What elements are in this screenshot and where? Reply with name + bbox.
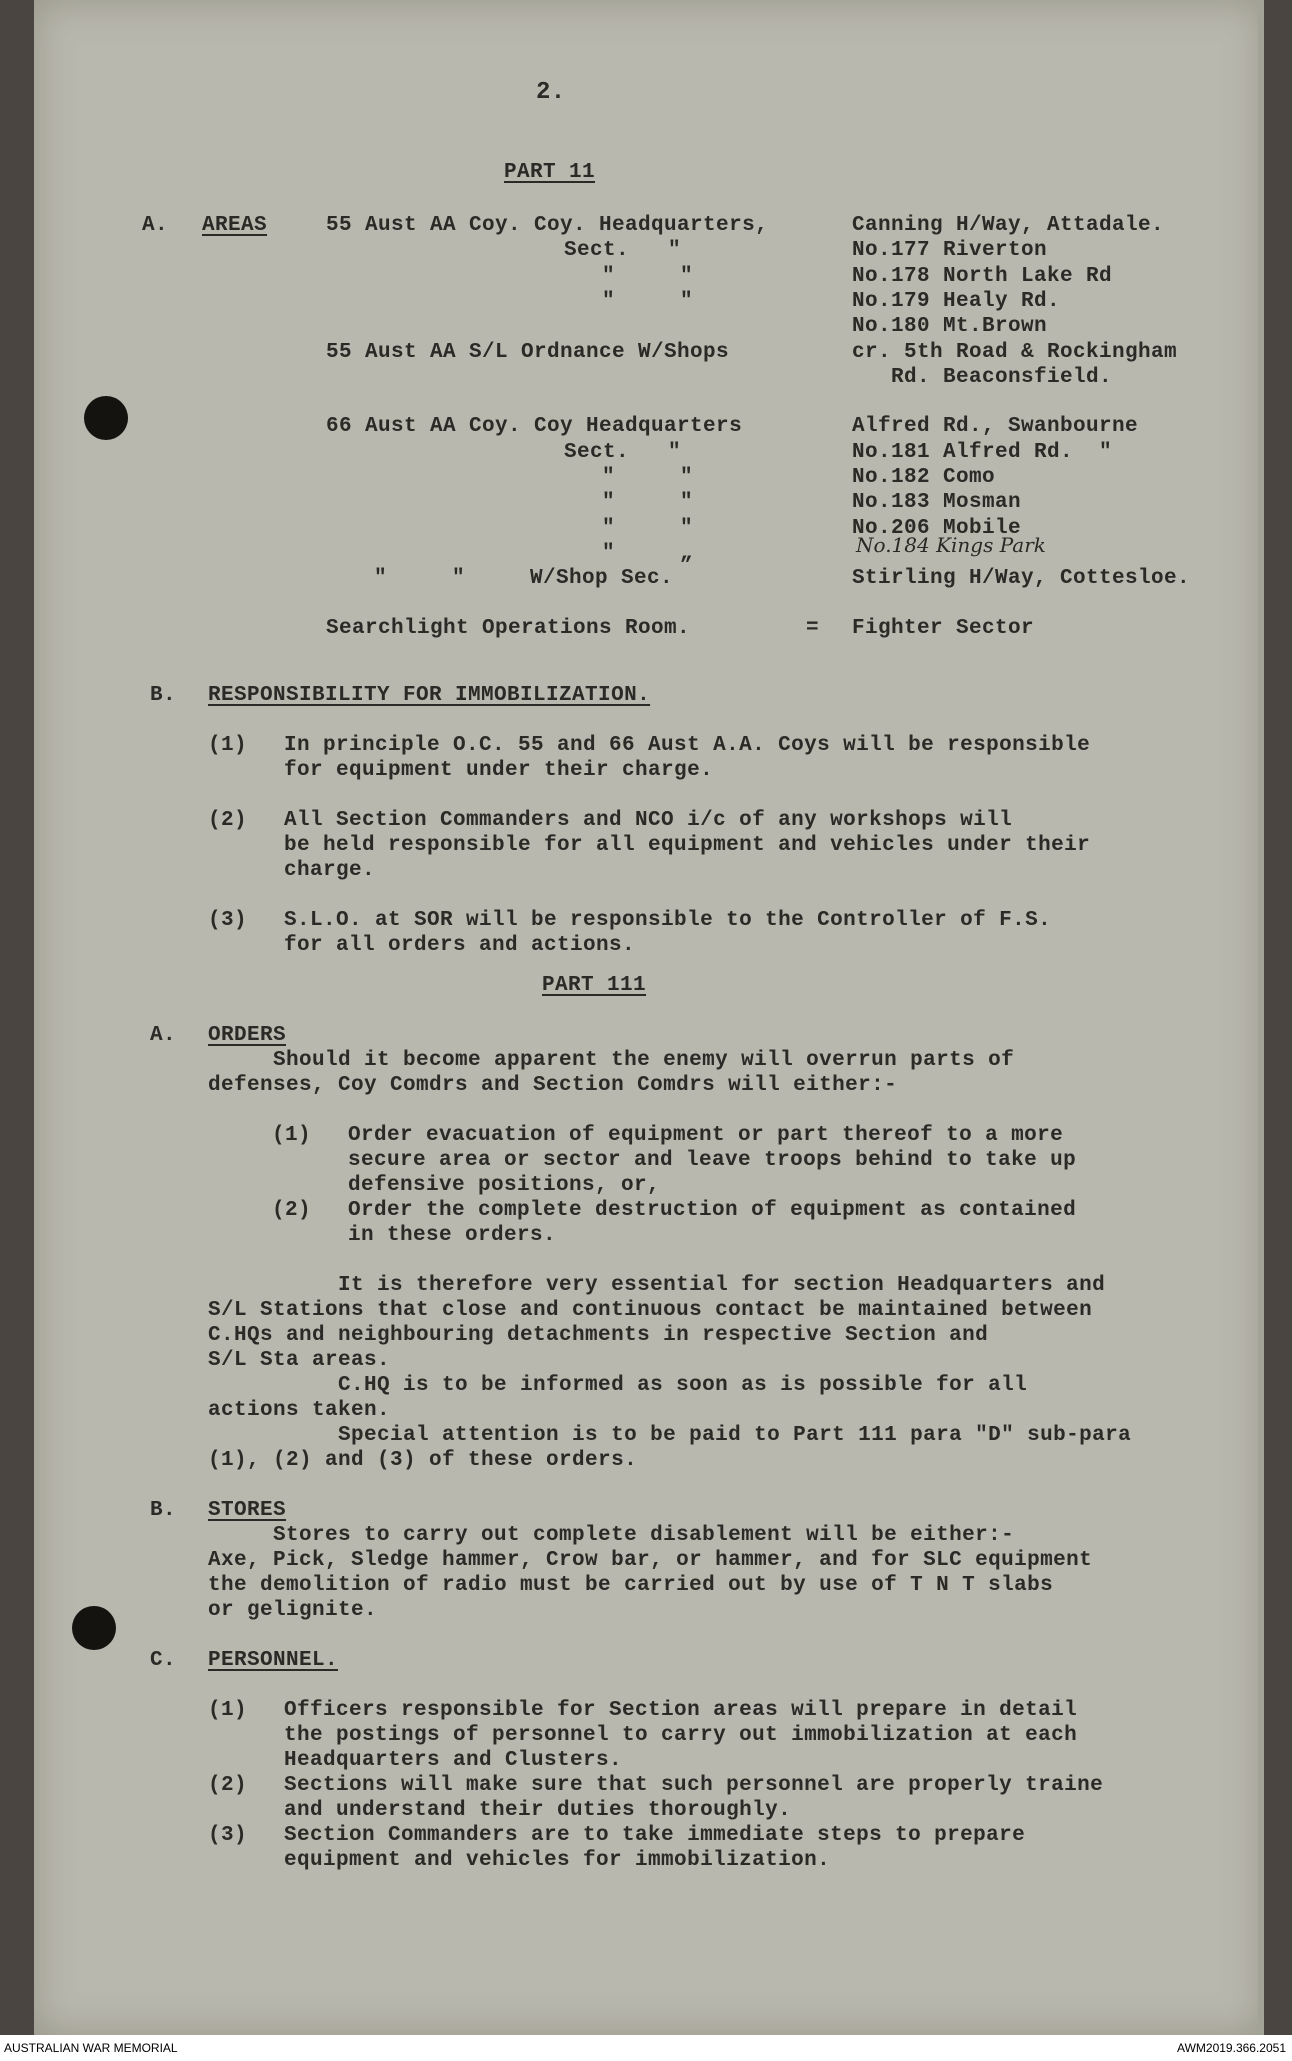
item-line: for equipment under their charge. [284, 759, 714, 782]
section-b-title: RESPONSIBILITY FOR IMMOBILIZATION. [208, 684, 651, 707]
archive-footer [0, 2035, 1292, 2061]
orders-title: ORDERS [208, 1024, 287, 1047]
sor-fighter-sector: Fighter Sector [852, 617, 1035, 640]
punch-hole-top [84, 396, 128, 440]
orders-body-line: actions taken. [208, 1399, 391, 1422]
areas-55-ditto: " " [602, 265, 694, 288]
areas-55-location: No.180 Mt.Brown [852, 315, 1048, 338]
areas-55-location: No.177 Riverton [852, 239, 1048, 262]
areas-66-location: No.181 Alfred Rd. " [852, 441, 1113, 464]
item-line: Section Commanders are to take immediate steps to prepare [284, 1824, 1026, 1847]
areas-66-sect: Sect. " [564, 441, 682, 464]
stores-line: Stores to carry out complete disablement will be either:- [208, 1524, 1015, 1547]
stores-line: or gelignite. [208, 1599, 378, 1622]
item-number: (2) [208, 1774, 248, 1797]
areas-66-workshop: " " W/Shop Sec. [374, 567, 674, 590]
areas-66-ditto: " " [602, 517, 694, 540]
stores-line: Axe, Pick, Sledge hammer, Crow bar, or hammer, and for SLC equipment [208, 1549, 1093, 1572]
item-line: and understand their duties thoroughly. [284, 1799, 792, 1822]
item-number: (2) [272, 1199, 312, 1222]
areas-66-ditto: " " [602, 491, 694, 514]
item-line: Officers responsible for Section areas will prepare in detail [284, 1699, 1078, 1722]
part-2-heading: PART 11 [504, 161, 596, 184]
section-a-label: A. [142, 214, 169, 237]
areas-66-coy-line: 66 Aust AA Coy. Coy Headquarters [326, 415, 743, 438]
orders-body-line: Special attention is to be paid to Part 111 para "D" sub-para [208, 1424, 1132, 1447]
areas-55-sect: Sect. " [564, 239, 682, 262]
areas-66-location: No.182 Como [852, 466, 996, 489]
stores-line: the demolition of radio must be carried out by use of T N T slabs [208, 1574, 1054, 1597]
item-line: in these orders. [348, 1224, 557, 1247]
section-b-label: B. [150, 684, 177, 707]
item-number: (1) [208, 1699, 248, 1722]
orders-body-line: (1), (2) and (3) of these orders. [208, 1449, 638, 1472]
areas-55-location: No.179 Healy Rd. [852, 290, 1061, 313]
item-line: Sections will make sure that such personnel are properly traine [284, 1774, 1104, 1797]
page-number: 2. [536, 79, 566, 106]
item-number: (1) [272, 1124, 312, 1147]
part-3-heading: PART 111 [542, 974, 647, 997]
item-line: Headquarters and Clusters. [284, 1749, 623, 1772]
orders-body-line: It is therefore very essential for section Headquarters and [208, 1274, 1106, 1297]
stores-title: STORES [208, 1499, 287, 1522]
section-a-title: AREAS [202, 214, 268, 237]
orders-intro-line: defenses, Coy Comdrs and Section Comdrs will either:- [208, 1074, 898, 1097]
item-line: equipment and vehicles for immobilization. [284, 1849, 831, 1872]
item-line: charge. [284, 859, 376, 882]
footer-reference: AWM2019.366.2051 [1177, 2041, 1286, 2055]
areas-66-location: Stirling H/Way, Cottesloe. [852, 567, 1191, 590]
orders-intro-line: Should it become apparent the enemy will overrun parts of [208, 1049, 1015, 1072]
orders-body-line: S/L Stations that close and continuous contact be maintained between [208, 1299, 1093, 1322]
item-line: Order evacuation of equipment or part thereof to a more [348, 1124, 1064, 1147]
handwritten-annotation: No.184 Kings Park [856, 533, 1046, 557]
item-line: the postings of personnel to carry out immobilization at each [284, 1724, 1078, 1747]
orders-label: A. [150, 1024, 177, 1047]
areas-66-location: Alfred Rd., Swanbourne [852, 415, 1139, 438]
punch-hole-bottom [72, 1606, 116, 1650]
orders-body-line: C.HQs and neighbouring detachments in respective Section and [208, 1324, 989, 1347]
item-line: Order the complete destruction of equipment as contained [348, 1199, 1077, 1222]
areas-55-location: Canning H/Way, Attadale. [852, 214, 1165, 237]
item-line: All Section Commanders and NCO i/c of any workshops will [284, 809, 1013, 832]
item-line: for all orders and actions. [284, 934, 636, 957]
item-line: be held responsible for all equipment and vehicles under their [284, 834, 1091, 857]
item-number: (1) [208, 734, 248, 757]
orders-body-line: S/L Sta areas. [208, 1349, 391, 1372]
areas-66-location: No.206 Mobile [852, 517, 1022, 540]
areas-55-workshop: 55 Aust AA S/L Ordnance W/Shops [326, 341, 730, 364]
personnel-label: C. [150, 1649, 177, 1672]
areas-55-location: No.178 North Lake Rd [852, 265, 1113, 288]
item-number: (3) [208, 909, 248, 932]
stores-label: B. [150, 1499, 177, 1522]
areas-66-location: No.183 Mosman [852, 491, 1022, 514]
areas-55-ditto: " " [602, 290, 694, 313]
item-number: (3) [208, 1824, 248, 1847]
item-line: S.L.O. at SOR will be responsible to the Controller of F.S. [284, 909, 1052, 932]
areas-55-coy-line: 55 Aust AA Coy. Coy. Headquarters, [326, 214, 769, 237]
personnel-title: PERSONNEL. [208, 1649, 339, 1672]
areas-55-location: cr. 5th Road & Rockingham [852, 341, 1178, 364]
orders-body-line: C.HQ is to be informed as soon as is possible for all [208, 1374, 1028, 1397]
item-number: (2) [208, 809, 248, 832]
footer-institution: AUSTRALIAN WAR MEMORIAL [4, 2041, 178, 2055]
areas-66-ditto: " " [602, 466, 694, 489]
areas-55-location: Rd. Beaconsfield. [852, 366, 1113, 389]
areas-66-ditto: " „ [602, 542, 694, 565]
item-line: secure area or sector and leave troops behind to take up [348, 1149, 1077, 1172]
sor-equals: = [806, 617, 820, 640]
item-line: In principle O.C. 55 and 66 Aust A.A. Coys will be responsible [284, 734, 1091, 757]
item-line: defensive positions, or, [348, 1174, 661, 1197]
paper-edge [1258, 0, 1264, 2035]
sor-label: Searchlight Operations Room. [326, 617, 691, 640]
document-page [34, 0, 1264, 2035]
